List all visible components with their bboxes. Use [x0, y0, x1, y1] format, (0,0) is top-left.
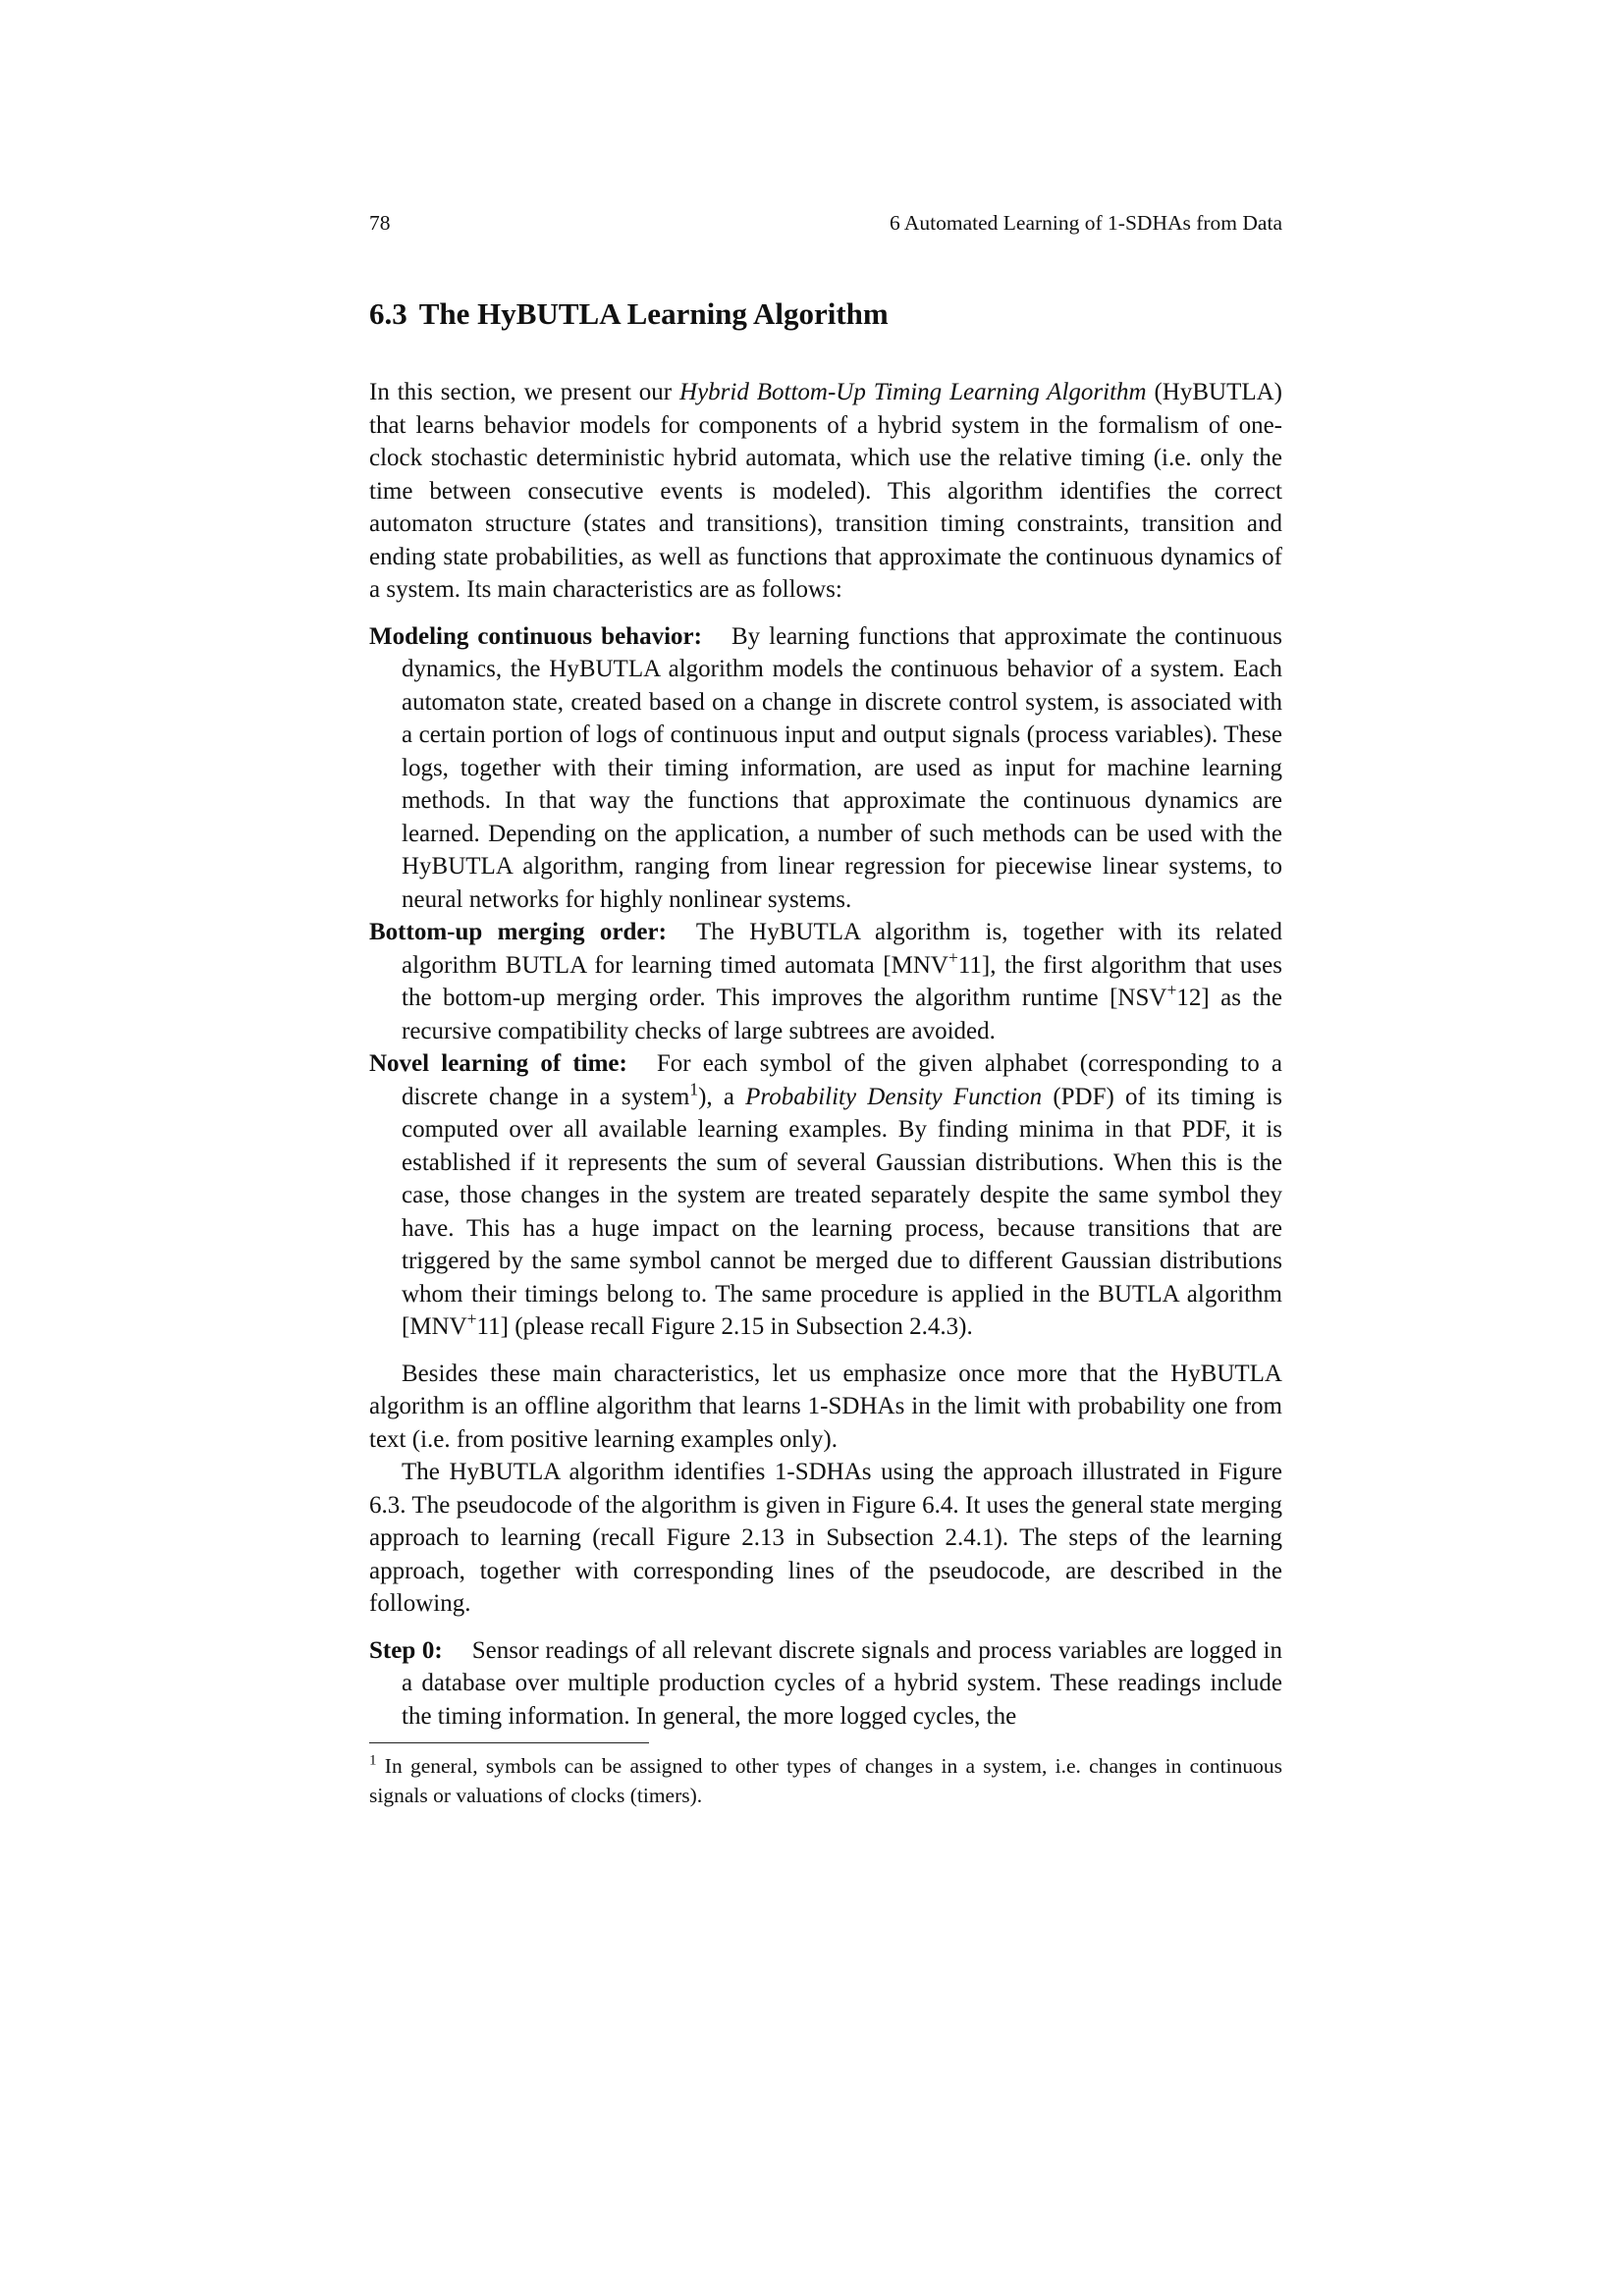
section-number: 6.3: [369, 296, 407, 331]
list-item-bottom-up-merging-order: [369, 916, 1282, 1047]
page-number: 78: [369, 211, 391, 235]
footnote-rule: [369, 1742, 649, 1743]
footnote-text: In general, symbols can be assigned to other types of changes in a system, i.e. changes in continuous signals or valuations of clocks (timers).: [369, 1754, 1282, 1807]
list-item-text: For each symbol of the given alphabet (corresponding to a discrete change in a system: [402, 1050, 1282, 1110]
footnote-mark: 1: [369, 1752, 377, 1769]
list-item-italic-term: Probability Density Function: [745, 1083, 1043, 1110]
list-item-text: 11] (please recall Figure 2.15 in Subsection 2.4.3).: [476, 1313, 973, 1340]
list-item-term: Step 0:: [369, 1636, 443, 1664]
citation-superscript: +: [466, 1308, 477, 1329]
intro-text-2: (HyBUTLA) that learns behavior models for components of a hybrid system in the formalism of one-clock stochastic deterministic hybrid automata, which use the relative timing (i.e. only the time between consecutive events is modeled). This algorithm identifies the correct automaton structure (states and transitions), transition timing constraints, transition and ending state probabilities, as well as functions that approximate the continuous dynamics of a system. Its main characteristics are as follows:: [369, 379, 1282, 603]
spacer: [369, 1344, 1282, 1358]
body-text: [369, 376, 1282, 1810]
intro-paragraph: [369, 376, 1282, 607]
list-item-novel-learning-of-time: [369, 1047, 1282, 1344]
list-item-step-0: [369, 1634, 1282, 1734]
running-chapter-title: 6 Automated Learning of 1-SDHAs from Data: [889, 211, 1282, 235]
list-item-text: Sensor readings of all relevant discrete signals and process variables are logged in a database over multiple production cycles of a hybrid system. These readings include the timing information. In general, the more logged cycles, the: [402, 1636, 1282, 1730]
list-item-term: Bottom-up merging order:: [369, 919, 667, 945]
list-item-text: 12] as the recursive compatibility checks of large subtrees are avoided.: [402, 985, 1282, 1044]
citation-superscript: +: [947, 946, 958, 967]
list-item-text: ), a: [698, 1083, 746, 1110]
intro-text-1: In this section, we present our: [369, 379, 680, 405]
list-item-modeling-continuous-behavior: [369, 620, 1282, 917]
steps-list: [369, 1634, 1282, 1734]
list-item-term: Modeling continuous behavior:: [369, 622, 702, 650]
list-item-term: Novel learning of time:: [369, 1050, 627, 1077]
list-item-text: (PDF) of its timing is computed over all available learning examples. By finding minima in that PDF, it is established if it represents the sum of several Gaussian distributions. When this is the case, those changes in the system are treated separately despite the same symbol they have. This has a huge impact on the learning process, because transitions that are triggered by the same symbol cannot be merged due to different Gaussian distributions whom their timings belong to. The same procedure is applied in the BUTLA algorithm [MNV: [402, 1083, 1283, 1340]
characteristics-list: [369, 620, 1282, 1344]
paragraph: The HyBUTLA algorithm identifies 1-SDHAs using the approach illustrated in Figure 6.3. The pseudocode of the algorithm is given in Figure 6.4. It uses the general state merging approach to learning (recall Figure 2.13 in Subsection 2.4.1). The steps of the learning approach, together with corresponding lines of the pseudocode, are described in the following.: [369, 1459, 1282, 1617]
section-heading: [369, 293, 1282, 336]
list-item-text: By learning functions that approximate the continuous dynamics, the HyBUTLA algorithm models the continuous behavior of a system. Each automaton state, created based on a change in discrete control system, is associated with a certain portion of logs of continuous input and output signals (process variables). These logs, together with their timing information, are used as input for machine learning methods. In that way the functions that approximate the continuous dynamics are learned. Depending on the application, a number of such methods can be used with the HyBUTLA algorithm, ranging from linear regression for piecewise linear systems, to neural networks for highly nonlinear systems.: [402, 622, 1282, 913]
footnote-reference[interactable]: 1: [689, 1078, 699, 1098]
running-head: [369, 208, 1282, 238]
citation-superscript: +: [1166, 980, 1177, 1000]
list-item-text: The HyBUTLA algorithm is, together with its related algorithm BUTLA for learning timed automata [MNV: [402, 919, 1283, 979]
section-title: The HyBUTLA Learning Algorithm: [418, 296, 889, 331]
paragraph: Besides these main characteristics, let us emphasize once more that the HyBUTLA algorithm is an offline algorithm that learns 1-SDHAs in the limit with probability one from text (i.e. from positive learning examples only).: [369, 1360, 1282, 1453]
intro-algorithm-name: Hybrid Bottom-Up Timing Learning Algorithm: [679, 379, 1147, 405]
list-item-text: 11], the first algorithm that uses the bottom-up merging order. This improves the algorithm runtime [NSV: [402, 951, 1282, 1011]
footnote: [369, 1751, 1282, 1810]
